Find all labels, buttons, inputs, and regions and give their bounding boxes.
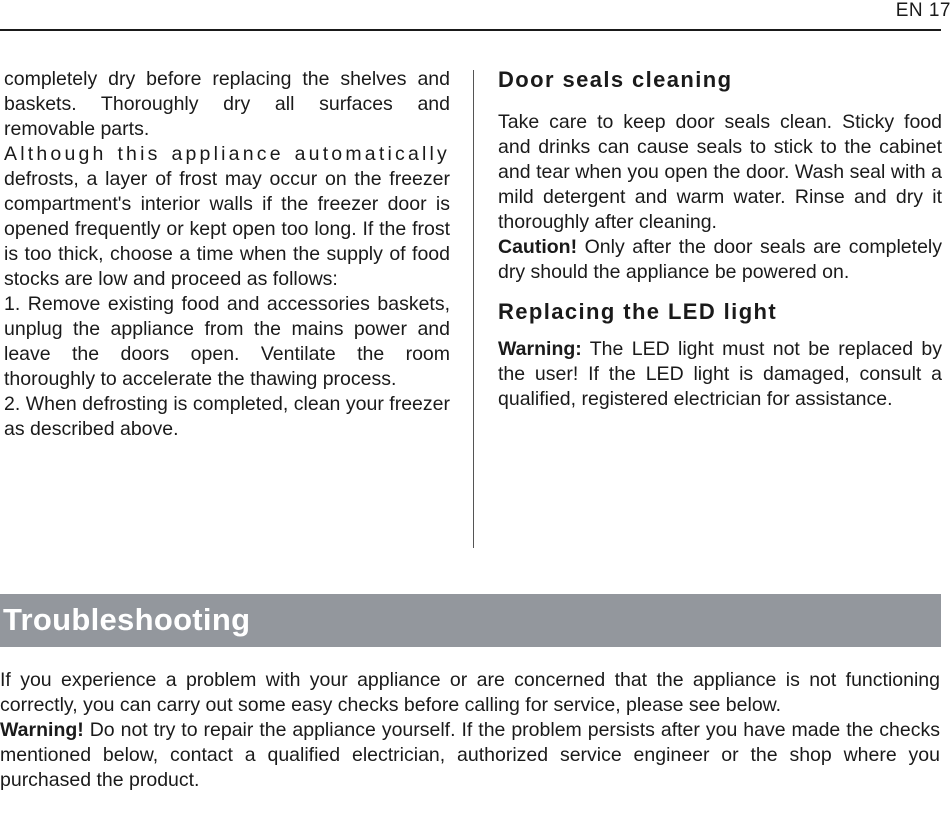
defrost-step-1: 1. Remove existing food and accessories baskets, unplug the appliance from the mains power and leave the doors open. Ventilate the room thoroughly to accelerate the thawing process. bbox=[4, 293, 450, 390]
troubleshooting-warning bbox=[0, 718, 940, 793]
troubleshooting-intro: If you experience a problem with your appliance or are concerned that the appliance is not functioning correctly, you can carry out some easy checks before calling for service, please see below. bbox=[0, 669, 940, 716]
door-seals-heading: Door seals cleaning bbox=[498, 67, 733, 92]
page-number: EN 17 bbox=[895, 0, 951, 21]
defrost-text: defrosts, a layer of frost may occur on the freezer compartment's interior walls if the freezer door is opened frequently or kept open too long. If the frost is too thick, choose a time when the supply of food stocks are low and proceed as follows: bbox=[4, 168, 450, 290]
led-warning-label: Warning: bbox=[498, 338, 582, 360]
column-divider bbox=[473, 70, 474, 548]
caution-text: Only after the door seals are completely dry should the appliance be powered on. bbox=[498, 236, 942, 283]
header-rule bbox=[0, 29, 941, 31]
left-column bbox=[4, 67, 450, 442]
defrost-step-2: 2. When defrosting is completed, clean your freezer as described above. bbox=[4, 393, 450, 440]
caution-label: Caution! bbox=[498, 236, 578, 258]
troubleshooting-banner bbox=[0, 594, 941, 647]
right-column bbox=[498, 67, 942, 412]
led-warning-text: The LED light must not be replaced by the user! If the LED light is damaged, consult a qualified, registered electrician for assistance. bbox=[498, 338, 942, 410]
troubleshooting-title: Troubleshooting bbox=[3, 602, 251, 637]
led-warning bbox=[498, 337, 942, 412]
defrost-paragraph bbox=[4, 142, 450, 292]
cleaning-paragraph: completely dry before replacing the shelves and baskets. Thoroughly dry all surfaces and removable parts. bbox=[4, 68, 450, 140]
troubleshooting-body bbox=[0, 668, 940, 793]
troubleshooting-warning-label: Warning! bbox=[0, 719, 84, 741]
led-heading: Replacing the LED light bbox=[498, 299, 778, 324]
door-seals-caution bbox=[498, 235, 942, 285]
troubleshooting-warning-text: Do not try to repair the appliance yourself. If the problem persists after you have made the checks mentioned below, contact a qualified electrician, authorized service engineer or the shop where you purchased the product. bbox=[0, 719, 940, 791]
defrost-lead: Although this appliance automatically bbox=[4, 143, 450, 165]
door-seals-body: Take care to keep door seals clean. Sticky food and drinks can cause seals to stick to the cabinet and tear when you open the door. Wash seal with a mild detergent and warm water. Rinse and dry it thoroughly after cleaning. bbox=[498, 111, 942, 233]
